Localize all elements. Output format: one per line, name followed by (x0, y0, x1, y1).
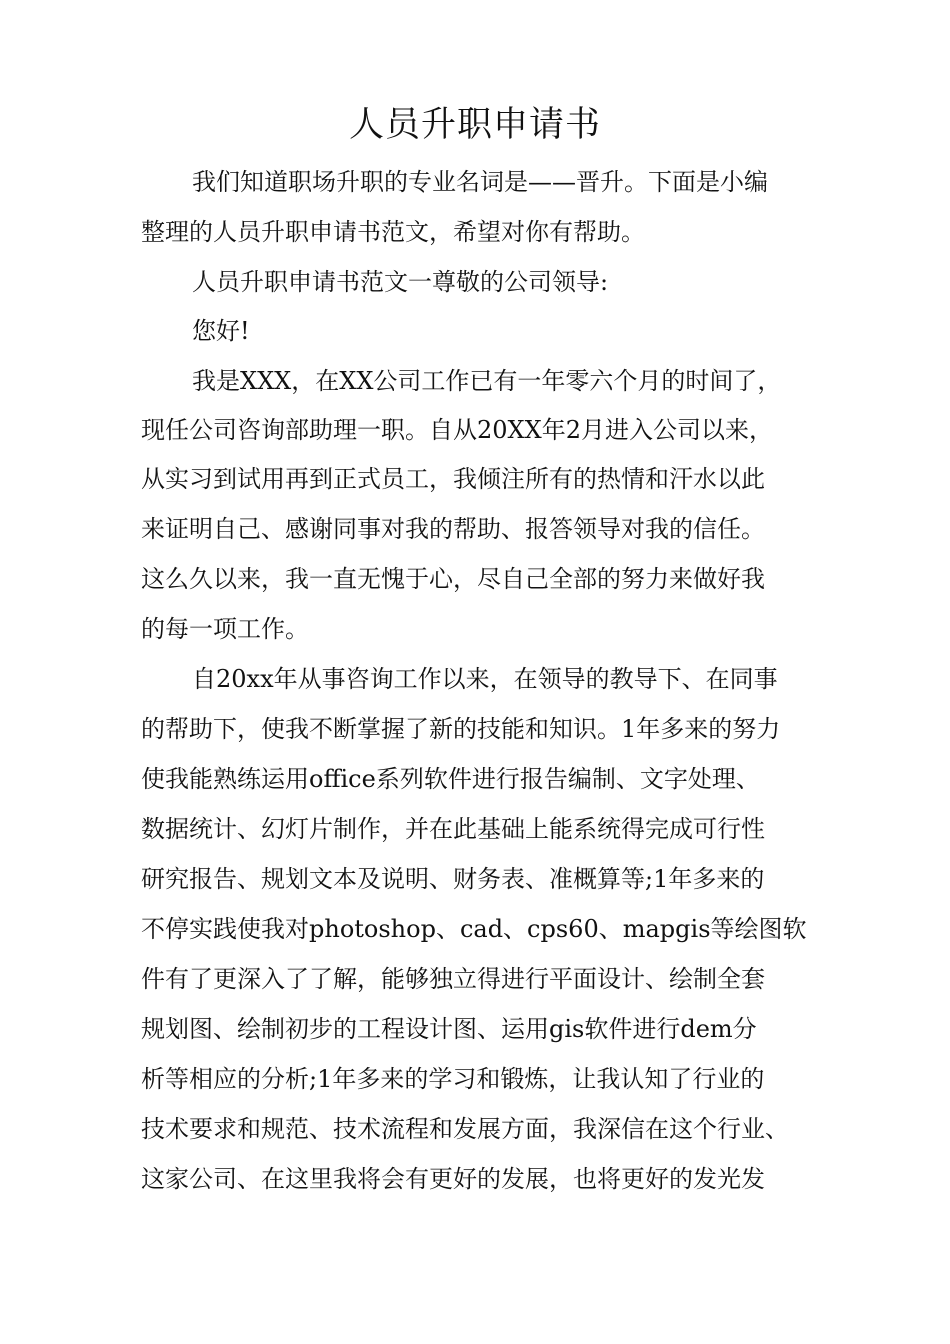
paragraph-line-4: 您好! (192, 317, 250, 345)
paragraph-line-17: 件有了更深入了了解，能够独立得进行平面设计、绘制全套 (141, 965, 765, 993)
paragraph-line-18: 规划图、绘制初步的工程设计图、运用gis软件进行dem分 (141, 1015, 757, 1043)
paragraph-line-12: 的帮助下，使我不断掌握了新的技能和知识。1年多来的努力 (141, 715, 781, 743)
paragraph-line-8: 来证明自己、感谢同事对我的帮助、报答领导对我的信任。 (141, 515, 765, 543)
paragraph-line-3: 人员升职申请书范文一尊敬的公司领导: (192, 268, 609, 296)
paragraph-line-7: 从实习到试用再到正式员工，我倾注所有的热情和汗水以此 (141, 465, 765, 493)
paragraph-line-14: 数据统计、幻灯片制作，并在此基础上能系统得完成可行性 (141, 815, 765, 843)
paragraph-line-16: 不停实践使我对photoshop、cad、cps60、mapgis等绘图软 (141, 915, 807, 943)
paragraph-line-2: 整理的人员升职申请书范文，希望对你有帮助。 (141, 218, 645, 246)
paragraph-line-15: 研究报告、规划文本及说明、财务表、准概算等;1年多来的 (141, 865, 765, 893)
paragraph-line-20: 技术要求和规范、技术流程和发展方面，我深信在这个行业、 (141, 1115, 789, 1143)
paragraph-line-21: 这家公司、在这里我将会有更好的发展，也将更好的发光发 (141, 1165, 765, 1193)
paragraph-line-11: 自20xx年从事咨询工作以来，在领导的教导下、在同事 (192, 665, 778, 693)
paragraph-line-5: 我是XXX，在XX公司工作已有一年零六个月的时间了， (192, 367, 782, 395)
paragraph-line-13: 使我能熟练运用office系列软件进行报告编制、文字处理、 (141, 765, 760, 793)
document-title: 人员升职申请书 (348, 105, 601, 145)
paragraph-line-6: 现任公司咨询部助理一职。自从20XX年2月进入公司以来， (141, 416, 773, 444)
paragraph-line-10: 的每一项工作。 (141, 615, 309, 643)
paragraph-line-9: 这么久以来，我一直无愧于心，尽自己全部的努力来做好我 (141, 565, 765, 593)
paragraph-line-1: 我们知道职场升职的专业名词是——晋升。下面是小编 (192, 168, 768, 196)
paragraph-line-19: 析等相应的分析;1年多来的学习和锻炼，让我认知了行业的 (141, 1065, 765, 1093)
